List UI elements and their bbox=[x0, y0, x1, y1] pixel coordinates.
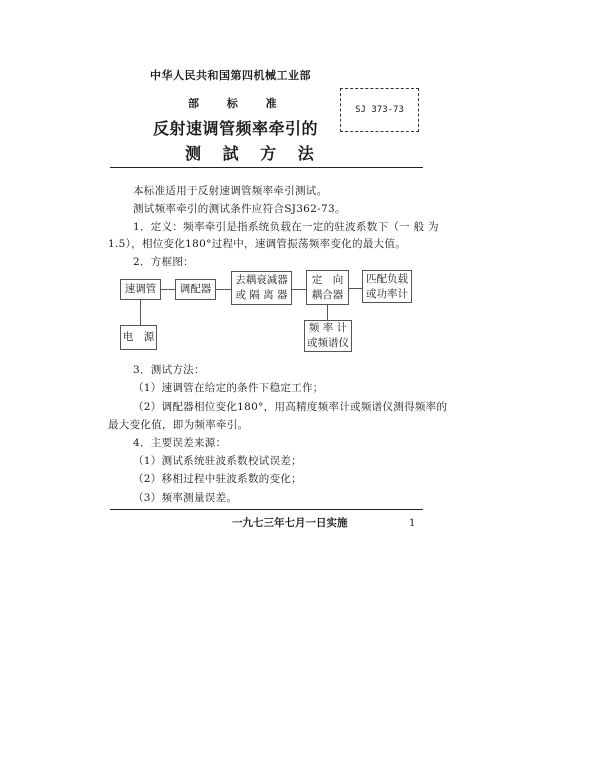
diagram-box-load bbox=[362, 270, 412, 303]
tuner-label: 调配器 bbox=[179, 283, 212, 295]
section1-line2: 1.5），相位变化180°过程中，速调管振荡频率变化的最大值。 bbox=[108, 238, 407, 250]
connector-tuner-decoupler bbox=[216, 289, 231, 290]
decoupler-label-2: 或 隔 离 器 bbox=[235, 289, 288, 301]
klystron-label: 速调管 bbox=[124, 283, 157, 295]
section2-heading: 2．方框图： bbox=[133, 256, 194, 268]
section3-heading: 3．测试方法： bbox=[133, 364, 205, 376]
section4-item1: （1）测试系统驻波系数校试误差； bbox=[133, 455, 302, 467]
meter-label-1: 频 率 计 bbox=[308, 322, 348, 334]
section3-item2-line1: （2）调配器相位变化180°，用高精度频率计或频谱仪测得频率的 bbox=[133, 401, 448, 413]
diagram-box-klystron bbox=[120, 279, 161, 300]
standard-level: 部 标 准 bbox=[188, 97, 289, 110]
header-divider bbox=[110, 167, 423, 168]
connector-coupler-meter bbox=[327, 305, 328, 320]
document-title-line2: 测 試 方 法 bbox=[185, 144, 322, 163]
section4-item2: （2）移相过程中驻波系数的变化； bbox=[133, 473, 302, 485]
diagram-box-coupler bbox=[306, 270, 349, 305]
meter-label-2: 或频谱仪 bbox=[307, 337, 349, 349]
diagram-box-frequency-meter bbox=[304, 320, 352, 352]
power-supply-label: 电 源 bbox=[122, 331, 155, 343]
connector-klystron-tuner bbox=[161, 289, 175, 290]
connector-decoupler-coupler bbox=[292, 289, 306, 290]
footer-divider bbox=[110, 509, 423, 510]
effective-date: 一九七三年七月一日实施 bbox=[232, 517, 348, 529]
standard-number-box bbox=[340, 88, 419, 132]
load-label-1: 匹配负载 bbox=[366, 272, 408, 285]
coupler-label-2: 耦合器 bbox=[311, 288, 344, 301]
connector-klystron-power bbox=[140, 300, 141, 325]
section1-line1: 1．定义：频率牵引是指系统负载在一定的驻波系数下（一 般 为 bbox=[133, 221, 439, 233]
diagram-box-power-supply bbox=[120, 325, 157, 350]
page-number: 1 bbox=[409, 518, 416, 529]
standard-number: SJ 373-73 bbox=[355, 105, 404, 115]
section3-item1: （1）速调管在给定的条件下稳定工作； bbox=[133, 382, 324, 394]
diagram-box-tuner bbox=[175, 279, 216, 300]
section4-item3: （3）频率测量误差。 bbox=[133, 492, 238, 504]
decoupler-label-1: 去耦衰减器 bbox=[235, 274, 288, 286]
coupler-label-1: 定 向 bbox=[311, 273, 344, 286]
intro-line-2: 测试频率牵引的测试条件应符合SJ362-73。 bbox=[133, 203, 346, 215]
intro-line-1: 本标准适用于反射速调管频率牵引测试。 bbox=[133, 185, 328, 197]
diagram-box-decoupler bbox=[231, 271, 292, 305]
section3-item2-line2: 最大变化值，即为频率牵引。 bbox=[108, 419, 249, 431]
ministry-name: 中华人民共和国第四机械工业部 bbox=[150, 69, 311, 82]
document-title-line1: 反射速调管频率牵引的 bbox=[153, 119, 319, 138]
section4-heading: 4．主要误差来源： bbox=[133, 437, 227, 449]
connector-coupler-load bbox=[349, 288, 362, 289]
load-label-2: 或功率计 bbox=[366, 287, 408, 300]
